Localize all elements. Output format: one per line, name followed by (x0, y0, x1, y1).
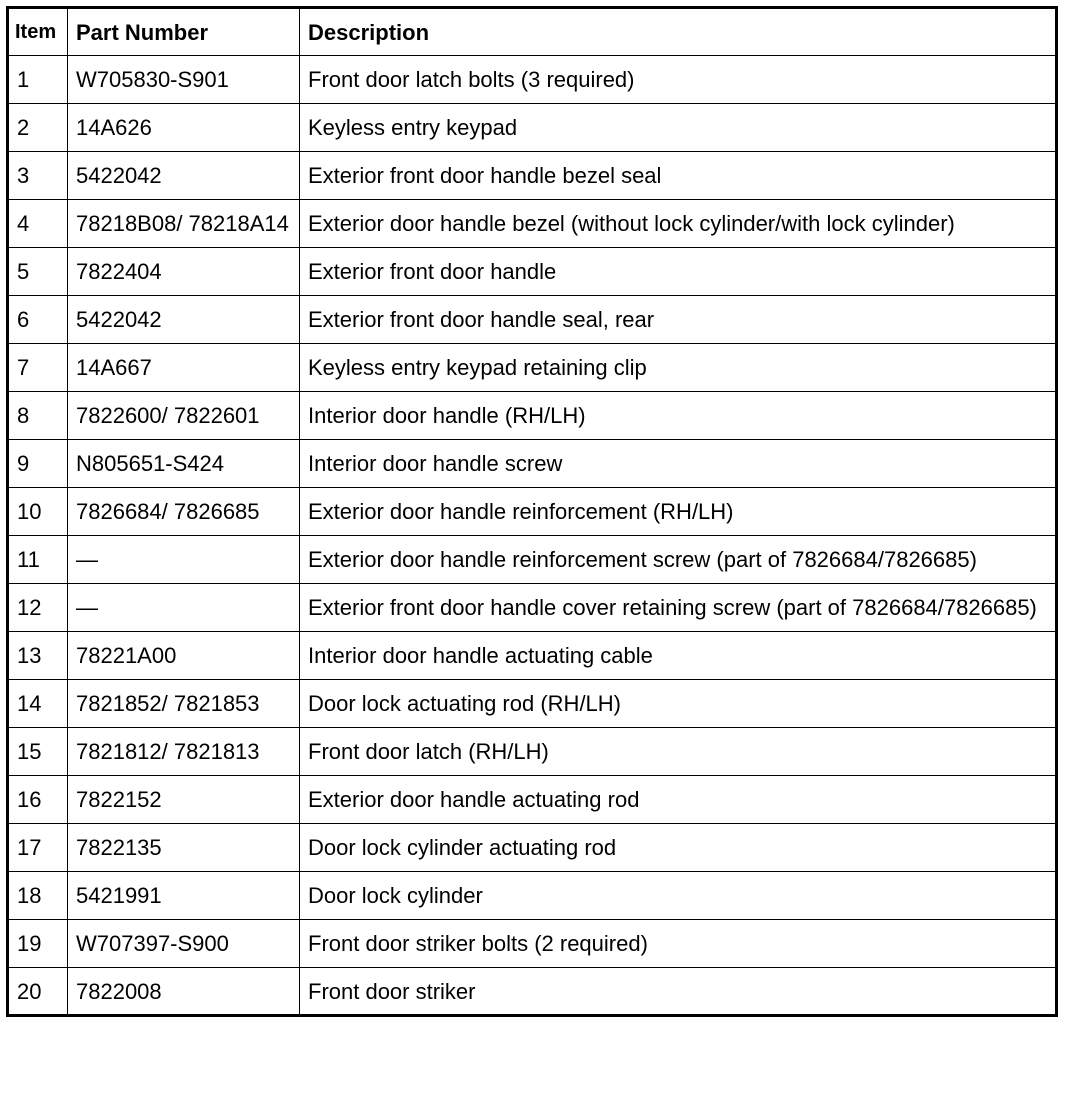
table-row (8, 152, 1057, 200)
table-row (8, 584, 1057, 632)
item-cell: 6 (8, 296, 68, 344)
description-cell: Door lock cylinder (300, 872, 1057, 920)
item-cell: 11 (8, 536, 68, 584)
item-cell: 2 (8, 104, 68, 152)
table-row (8, 440, 1057, 488)
table-row (8, 824, 1057, 872)
description-cell: Interior door handle screw (300, 440, 1057, 488)
item-cell: 9 (8, 440, 68, 488)
description-cell: Door lock actuating rod (RH/LH) (300, 680, 1057, 728)
table-row (8, 536, 1057, 584)
table-row (8, 488, 1057, 536)
part-number-cell: 78221A00 (68, 632, 300, 680)
table-row (8, 632, 1057, 680)
part-number-cell: 7821852/ 7821853 (68, 680, 300, 728)
table-row (8, 728, 1057, 776)
description-cell: Exterior door handle reinforcement (RH/LH) (300, 488, 1057, 536)
part-number-cell: 5422042 (68, 152, 300, 200)
table-row (8, 344, 1057, 392)
part-number-cell: 7822135 (68, 824, 300, 872)
part-number-cell: 14A667 (68, 344, 300, 392)
parts-table (6, 6, 1058, 1017)
header-part-number: Part Number (68, 8, 300, 56)
part-number-cell: 7822152 (68, 776, 300, 824)
part-number-cell: 78218B08/ 78218A14 (68, 200, 300, 248)
item-cell: 17 (8, 824, 68, 872)
part-number-cell: 5422042 (68, 296, 300, 344)
item-cell: 7 (8, 344, 68, 392)
item-cell: 13 (8, 632, 68, 680)
description-cell: Door lock cylinder actuating rod (300, 824, 1057, 872)
description-cell: Interior door handle actuating cable (300, 632, 1057, 680)
item-cell: 3 (8, 152, 68, 200)
description-cell: Keyless entry keypad retaining clip (300, 344, 1057, 392)
part-number-cell: 14A626 (68, 104, 300, 152)
description-cell: Front door striker (300, 968, 1057, 1016)
item-cell: 15 (8, 728, 68, 776)
table-row (8, 776, 1057, 824)
item-cell: 10 (8, 488, 68, 536)
item-cell: 19 (8, 920, 68, 968)
part-number-cell: 7826684/ 7826685 (68, 488, 300, 536)
part-number-cell: — (68, 536, 300, 584)
part-number-cell: 5421991 (68, 872, 300, 920)
item-cell: 14 (8, 680, 68, 728)
table-row (8, 200, 1057, 248)
description-cell: Exterior front door handle seal, rear (300, 296, 1057, 344)
description-cell: Front door latch bolts (3 required) (300, 56, 1057, 104)
description-cell: Exterior door handle reinforcement screw (part of 7826684/7826685) (300, 536, 1057, 584)
table-row (8, 104, 1057, 152)
description-cell: Front door striker bolts (2 required) (300, 920, 1057, 968)
description-cell: Keyless entry keypad (300, 104, 1057, 152)
description-cell: Exterior front door handle cover retaining screw (part of 7826684/7826685) (300, 584, 1057, 632)
part-number-cell: — (68, 584, 300, 632)
header-row (8, 8, 1057, 56)
table-row (8, 296, 1057, 344)
description-cell: Exterior door handle actuating rod (300, 776, 1057, 824)
description-cell: Interior door handle (RH/LH) (300, 392, 1057, 440)
part-number-cell: 7822008 (68, 968, 300, 1016)
table-row (8, 872, 1057, 920)
item-cell: 16 (8, 776, 68, 824)
description-cell: Exterior front door handle bezel seal (300, 152, 1057, 200)
header-item: Item (8, 8, 68, 56)
item-cell: 4 (8, 200, 68, 248)
table-row (8, 56, 1057, 104)
item-cell: 20 (8, 968, 68, 1016)
table-row (8, 392, 1057, 440)
item-cell: 18 (8, 872, 68, 920)
part-number-cell: N805651-S424 (68, 440, 300, 488)
table-row (8, 920, 1057, 968)
part-number-cell: W705830-S901 (68, 56, 300, 104)
description-cell: Exterior door handle bezel (without lock cylinder/with lock cylinder) (300, 200, 1057, 248)
part-number-cell: W707397-S900 (68, 920, 300, 968)
item-cell: 8 (8, 392, 68, 440)
description-cell: Front door latch (RH/LH) (300, 728, 1057, 776)
item-cell: 5 (8, 248, 68, 296)
header-description: Description (300, 8, 1057, 56)
table-row (8, 248, 1057, 296)
item-cell: 12 (8, 584, 68, 632)
table-row (8, 680, 1057, 728)
part-number-cell: 7821812/ 7821813 (68, 728, 300, 776)
description-cell: Exterior front door handle (300, 248, 1057, 296)
part-number-cell: 7822404 (68, 248, 300, 296)
table-row (8, 968, 1057, 1016)
item-cell: 1 (8, 56, 68, 104)
part-number-cell: 7822600/ 7822601 (68, 392, 300, 440)
